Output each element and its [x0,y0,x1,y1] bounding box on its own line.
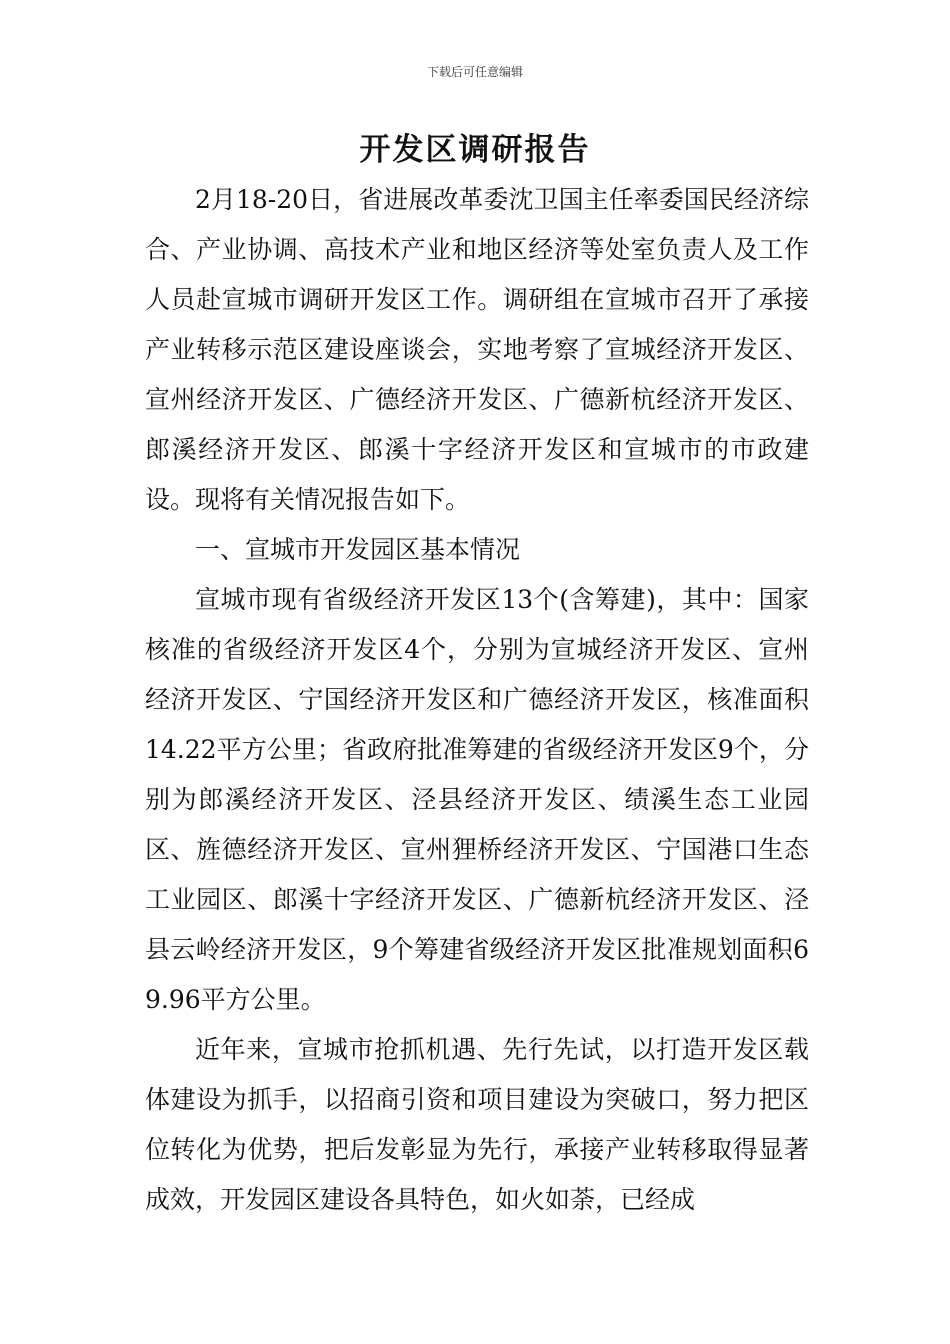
section-heading: 一、宣城市开发园区基本情况 [195,535,521,564]
header-note: 下载后可任意编辑 [426,65,523,79]
paragraph-basic-situation: 宣城市现有省级经济开发区13个(含筹建)，其中：国家核准的省级经济开发区4个，分别为宣城经济开发区、宣州经济开发区、宁国经济开发区和广德经济开发区，核准面积14.22平方公里；省政府批准筹建的省级经济开发区9个，分别为郎溪经济开发区、泾县经济开发区、绩溪生态工业园区、旌德经济开发区、宣州狸桥经济开发区、宁国港口生态工业园区、郎溪十字经济开发区、广德新杭经济开发区、泾县云岭经济开发区，9个筹建省级经济开发区批准规划面积69.96平方公里。 [145,585,809,1014]
document-body [145,175,809,1225]
paragraph-recent-years: 近年来，宣城市抢抓机遇、先行先试，以打造开发区载体建设为抓手，以招商引资和项目建设为突破口，努力把区位转化为优势，把后发彰显为先行，承接产业转移取得显著成效，开发园区建设各具特色，如火如荼，已经成 [145,1035,809,1214]
document-title: 开发区调研报告 [359,132,591,168]
paragraph-intro: 2月18-20日，省进展改革委沈卫国主任率委国民经济综合、产业协调、高技术产业和地区经济等处室负责人及工作人员赴宣城市调研开发区工作。调研组在宣城市召开了承接产业转移示范区建设座谈会，实地考察了宣城经济开发区、宣州经济开发区、广德经济开发区、广德新杭经济开发区、郎溪经济开发区、郎溪十字经济开发区和宣城市的市政建设。现将有关情况报告如下。 [145,185,809,514]
